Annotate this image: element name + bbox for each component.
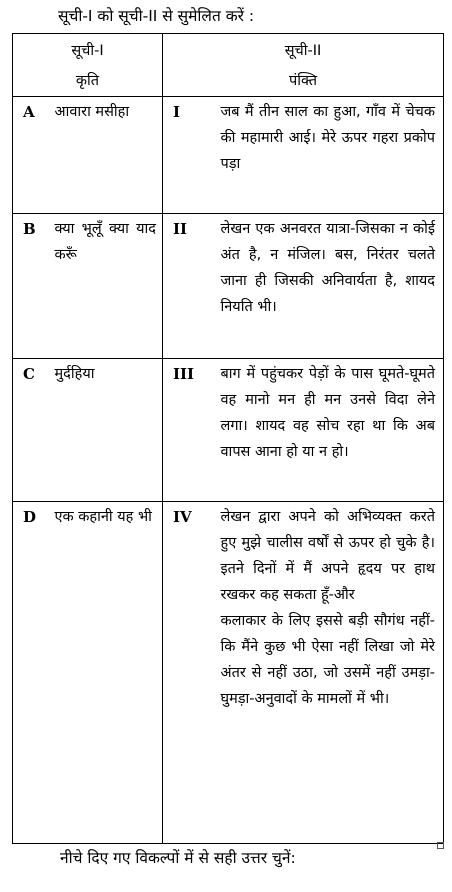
row-roman-numeral: I: [163, 97, 213, 214]
quote-text: [213, 214, 444, 359]
work-title: क्या भूलूँ क्या याद करूँ: [45, 214, 163, 359]
table-header-row: [13, 34, 444, 97]
row-letter: A: [13, 97, 45, 214]
footer-instruction: नीचे दिए गए विकल्पों में से सही उत्तर चुनें:: [60, 849, 296, 867]
table-row: [13, 359, 444, 502]
quote-text: [213, 359, 444, 502]
match-table: [12, 33, 444, 844]
row-roman-numeral: III: [163, 359, 213, 502]
row-letter: D: [13, 502, 45, 844]
table-row: [13, 214, 444, 359]
list-2-title: सूची-II: [284, 43, 322, 59]
list-1-title: सूची-I: [71, 43, 104, 59]
row-letter: C: [13, 359, 45, 502]
row-letter: B: [13, 214, 45, 359]
work-title: एक कहानी यह भी: [45, 502, 163, 844]
quote-paragraph: बाग में पहुंचकर पेड़ों के पास घूमते-घूमते वह मानो मन ही मन उनसे विदा लेने लगा। शायद वह सोच रहा था कि अब वापस आना हो या न हो।: [220, 366, 435, 460]
quote-text: [213, 97, 444, 214]
list-2-header: [163, 34, 444, 97]
list-2-subtitle: पंक्ति: [288, 73, 318, 89]
quote-text: [213, 502, 444, 844]
table-row: [13, 97, 444, 214]
row-roman-numeral: II: [163, 214, 213, 359]
quote-paragraph: कलाकार के लिए इससे बड़ी सौगंध नहीं-कि मैंने कुछ भी ऐसा नहीं लिखा जो मेरे अंतर से नहीं उठा, जो उसमें नहीं उमड़ा-घुमड़ा-अनुवादों के मामलों में भी।: [220, 613, 435, 707]
table-row: [13, 502, 444, 844]
work-title: आवारा मसीहा: [45, 97, 163, 214]
quote-paragraph: लेखन द्वारा अपने को अभिव्यक्त करते हुए मुझे चालीस वर्षों से ऊपर हो चुके है। इतने दिनों में मैं अपने हृदय पर हाथ रखकर कह सकता हूँ-और: [220, 509, 435, 603]
quote-paragraph: लेखन एक अनवरत यात्रा-जिसका न कोई अंत है, न मंजिल। बस, निरंतर चलते जाना ही जिसकी अनिवार्यता है, शायद नियति भी।: [220, 221, 435, 315]
row-roman-numeral: IV: [163, 502, 213, 844]
list-1-header: [13, 34, 163, 97]
quote-paragraph: जब मैं तीन साल का हुआ, गाँव में चेचक की महामारी आई। मेरे ऊपर गहरा प्रकोप पड़ा: [220, 104, 435, 172]
work-title: मुर्दहिया: [45, 359, 163, 502]
instruction-text: सूची-I को सूची-II से सुमेलित करें :: [58, 7, 255, 25]
list-1-subtitle: कृति: [75, 73, 100, 89]
